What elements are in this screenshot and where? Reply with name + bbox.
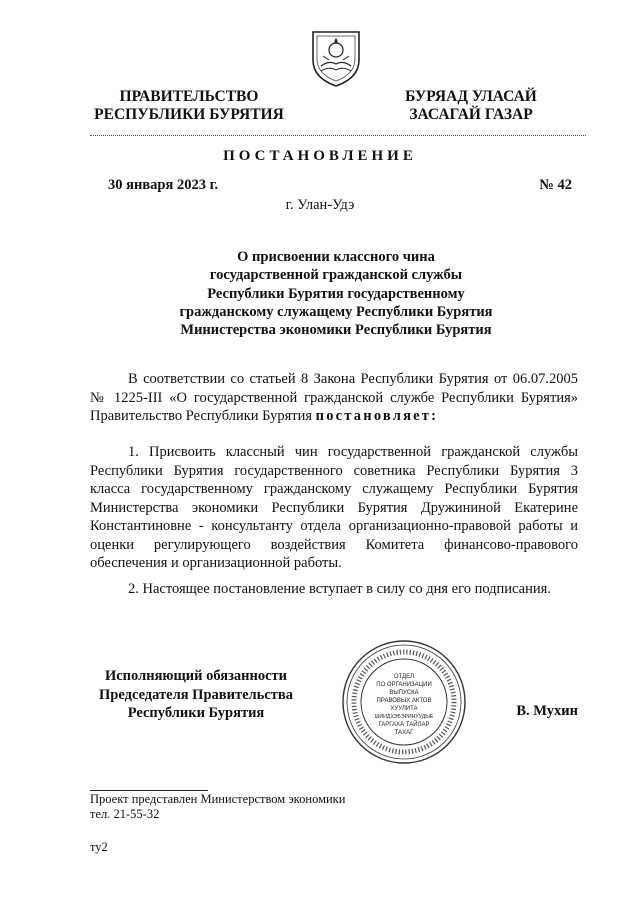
stamp-line: ОТДЕЛ xyxy=(393,674,415,680)
signatory-name: В. Мухин xyxy=(516,703,578,719)
document-title: ПОСТАНОВЛЕНИЕ xyxy=(223,148,417,164)
document-date: 30 января 2023 г. xyxy=(108,177,219,193)
footnote-line: Проект представлен Министерством экономики xyxy=(90,792,346,806)
signatory-line: Председателя Правительства xyxy=(99,686,293,703)
stamp-line: ГАРГАХА ТАЙЛАР xyxy=(378,722,430,728)
subject-line: государственной гражданской службы xyxy=(209,267,463,284)
subject-line: гражданскому служащему Республики Бурятия xyxy=(179,303,493,320)
stamp-line: ПО ОРГАНИЗАЦИИ xyxy=(376,682,432,688)
document-code: ту2 xyxy=(90,840,108,854)
document-city: г. Улан-Удэ xyxy=(285,197,355,213)
subject-line: Министерства экономики Республики Бурятия xyxy=(180,322,492,339)
footnote-divider xyxy=(90,790,208,791)
stamp-line: ТАХАГ xyxy=(394,730,414,736)
item-1-paragraph xyxy=(90,443,578,573)
header-right-line2: ЗАСАГАЙ ГАЗАР xyxy=(409,106,533,123)
stamp-line: ШИИДХЭБЭРИНУУДЫЕ xyxy=(374,714,434,720)
stamp-line: ВЫПУСКА xyxy=(389,690,419,696)
preamble-text: В соответствии со статьей 8 Закона Республики Бурятия от 06.07.2005 № 1225-III «О государственной гражданской службе Республики Бурятия» Правительство Республики Бурятия xyxy=(90,371,578,424)
document-subject xyxy=(140,248,532,339)
header-right-line1: БУРЯАД УЛАСАЙ xyxy=(405,88,537,105)
item-2-text: 2. Настоящее постановление вступает в силу со дня его подписания. xyxy=(128,581,551,597)
preamble-paragraph xyxy=(90,370,578,426)
header-left-line1: ПРАВИТЕЛЬСТВО xyxy=(119,88,259,105)
stamp-line: ПРАВОВЫХ АКТОВ xyxy=(376,698,432,704)
item-1-text: 1. Присвоить классный чин государственной гражданской службы Республики Бурятия государственного советника Республики Бурятия 3 класса государственному гражданскому служащему Республики Бурятия Министерства экономики Республики Бурятия Дружининой Екатерине Константиновне - консультанту отдела организационно-правовой работы и оценки регулирующего воздействия Комитета финансово-правового обеспечения и организационной работы. xyxy=(90,444,578,571)
decree-word: постановляет: xyxy=(315,408,439,424)
header-left xyxy=(84,88,294,124)
signatory-title xyxy=(86,667,306,723)
signatory-line: Республики Бурятия xyxy=(127,705,265,721)
header-right xyxy=(386,88,556,124)
header-left-line2: РЕСПУБЛИКИ БУРЯТИЯ xyxy=(94,106,284,123)
header-divider xyxy=(90,135,586,136)
footnote-phone: тел. 21-55-32 xyxy=(90,807,160,821)
document-number: № 42 xyxy=(539,177,572,193)
item-2-paragraph xyxy=(90,580,578,599)
stamp-line: ХУУЛИТА xyxy=(390,706,418,712)
subject-line: О присвоении классного чина xyxy=(237,249,435,265)
signatory-line: Исполняющий обязанности xyxy=(104,668,288,684)
official-stamp xyxy=(340,638,468,766)
coat-of-arms-emblem xyxy=(309,26,363,88)
subject-line: Республики Бурятия государственному xyxy=(207,285,465,302)
footnote xyxy=(90,792,345,822)
